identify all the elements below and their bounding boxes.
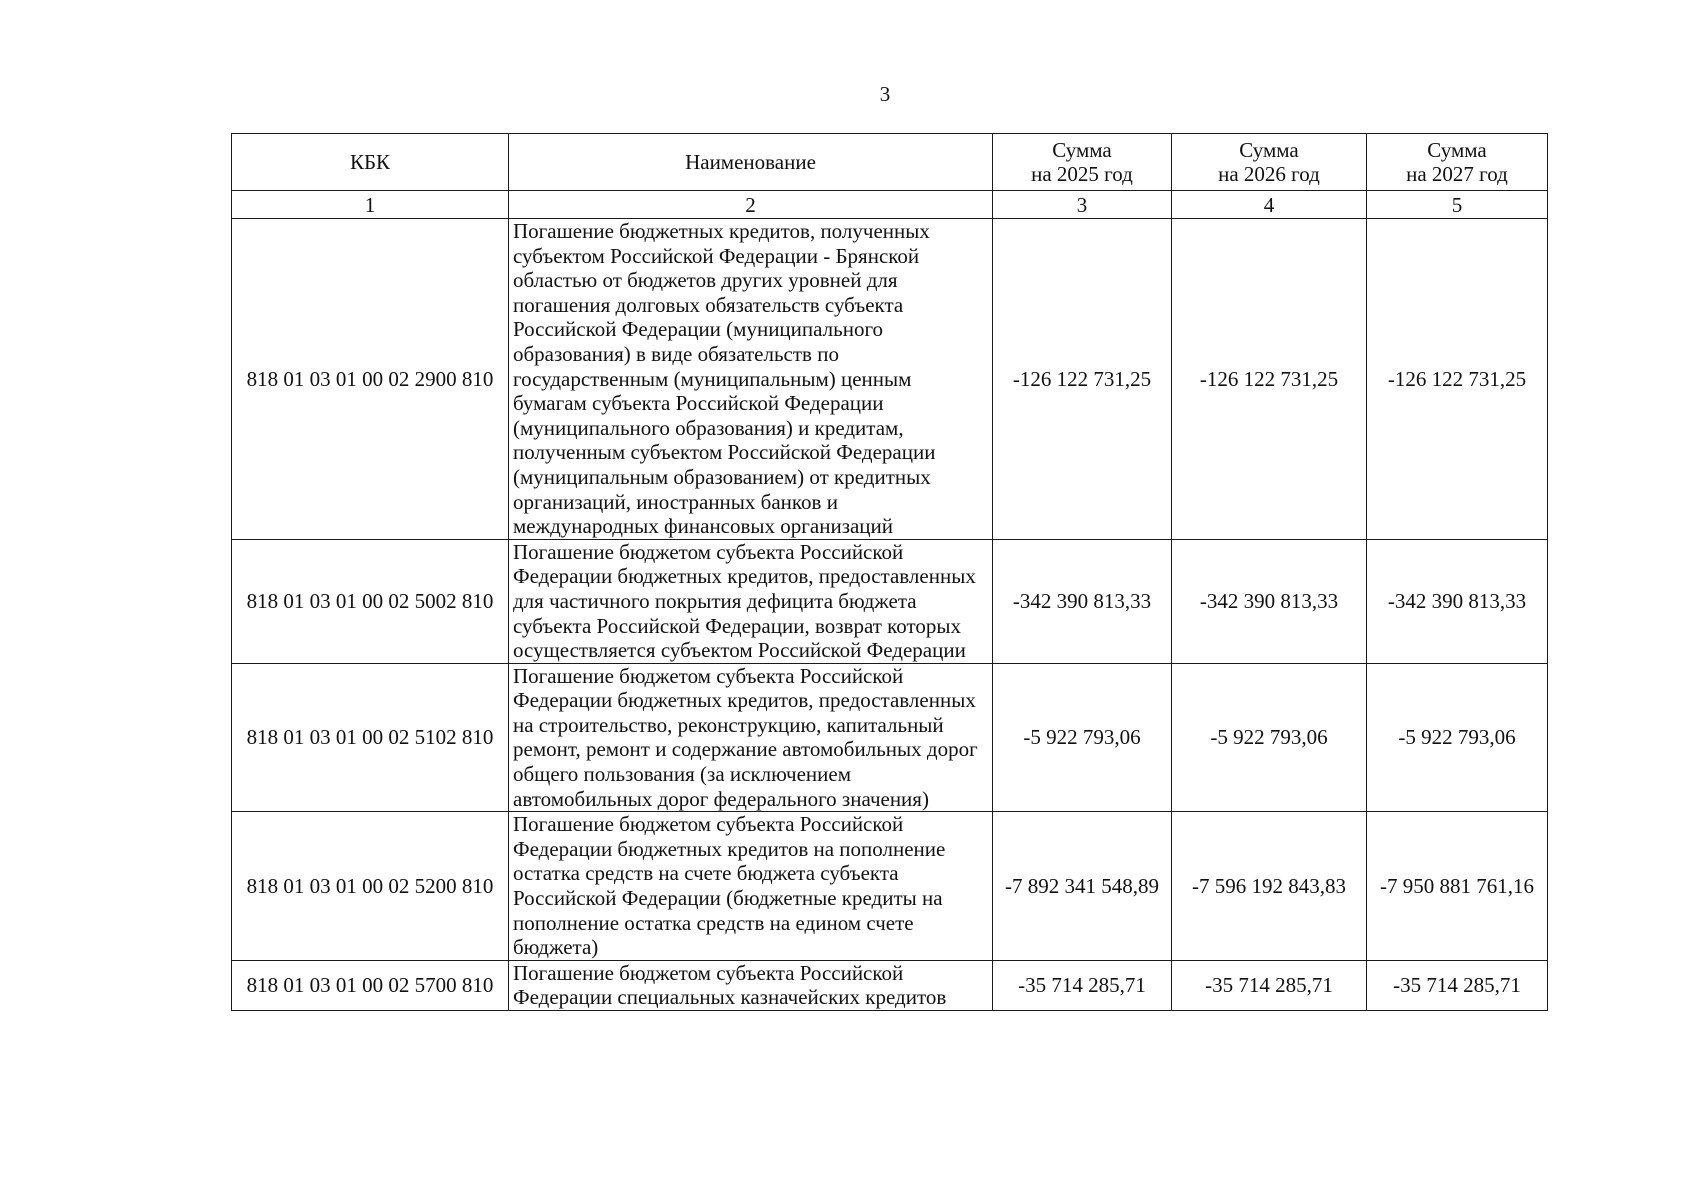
table-row [232,219,1548,540]
header-kbk: КБК [232,134,509,191]
column-number: 1 [232,191,509,219]
header-name: Наименование [509,134,993,191]
header-sum-2025-year: на 2025 год [1031,162,1133,186]
sum-2026-cell: -35 714 285,71 [1172,960,1367,1010]
column-number: 3 [993,191,1172,219]
sum-2025-cell: -342 390 813,33 [993,539,1172,663]
kbk-cell: 818 01 03 01 00 02 5700 810 [232,960,509,1010]
name-cell: Погашение бюджетом субъекта Российской Федерации бюджетных кредитов, предоставленных для частичного покрытия дефицита бюджета субъекта Российской Федерации, возврат которых осуществляется субъектом Российской Федерации [509,539,993,663]
header-sum-2027-year: на 2027 год [1406,162,1508,186]
name-cell: Погашение бюджетом субъекта Российской Федерации бюджетных кредитов, предоставленных на строительство, реконструкцию, капитальный ремонт, ремонт и содержание автомобильных дорог общего пользования (за исключением автомобильных дорог федерального значения) [509,663,993,812]
budget-sources-table [231,133,1548,1011]
table-row [232,960,1548,1010]
kbk-cell: 818 01 03 01 00 02 5002 810 [232,539,509,663]
header-sum-2026-year: на 2026 год [1218,162,1320,186]
table-row [232,812,1548,961]
column-number: 5 [1367,191,1548,219]
sum-2027-cell: -126 122 731,25 [1367,219,1548,540]
sum-2027-cell: -5 922 793,06 [1367,663,1548,812]
name-cell: Погашение бюджетом субъекта Российской Федерации бюджетных кредитов на пополнение остатка средств на счете бюджета субъекта Российской Федерации (бюджетные кредиты на пополнение остатка средств на едином счете бюджета) [509,812,993,961]
column-numbers-row [232,191,1548,219]
sum-2027-cell: -35 714 285,71 [1367,960,1548,1010]
header-sum-2027-label: Сумма [1427,138,1487,162]
header-sum-2025 [993,134,1172,191]
kbk-cell: 818 01 03 01 00 02 5102 810 [232,663,509,812]
header-sum-2025-label: Сумма [1052,138,1112,162]
kbk-cell: 818 01 03 01 00 02 5200 810 [232,812,509,961]
kbk-cell: 818 01 03 01 00 02 2900 810 [232,219,509,540]
sum-2025-cell: -35 714 285,71 [993,960,1172,1010]
name-cell: Погашение бюджетом субъекта Российской Федерации специальных казначейских кредитов [509,960,993,1010]
sum-2025-cell: -5 922 793,06 [993,663,1172,812]
table-header-row [232,134,1548,191]
sum-2026-cell: -5 922 793,06 [1172,663,1367,812]
header-sum-2026-label: Сумма [1239,138,1299,162]
name-cell: Погашение бюджетных кредитов, полученных субъектом Российской Федерации - Брянской областью от бюджетов других уровней для погашения долговых обязательств субъекта Российской Федерации (муниципального образования) в виде обязательств по государственным (муниципальным) ценным бумагам субъекта Российской Федерации (муниципального образования) и кредитам, полученным субъектом Российской Федерации (муниципальным образованием) от кредитных организаций, иностранных банков и международных финансовых организаций [509,219,993,540]
sum-2026-cell: -126 122 731,25 [1172,219,1367,540]
page-number: 3 [879,82,891,106]
sum-2025-cell: -126 122 731,25 [993,219,1172,540]
header-sum-2026 [1172,134,1367,191]
sum-2026-cell: -342 390 813,33 [1172,539,1367,663]
table-row [232,663,1548,812]
column-number: 4 [1172,191,1367,219]
table-row [232,539,1548,663]
sum-2027-cell: -342 390 813,33 [1367,539,1548,663]
sum-2025-cell: -7 892 341 548,89 [993,812,1172,961]
sum-2027-cell: -7 950 881 761,16 [1367,812,1548,961]
header-sum-2027 [1367,134,1548,191]
column-number: 2 [509,191,993,219]
sum-2026-cell: -7 596 192 843,83 [1172,812,1367,961]
